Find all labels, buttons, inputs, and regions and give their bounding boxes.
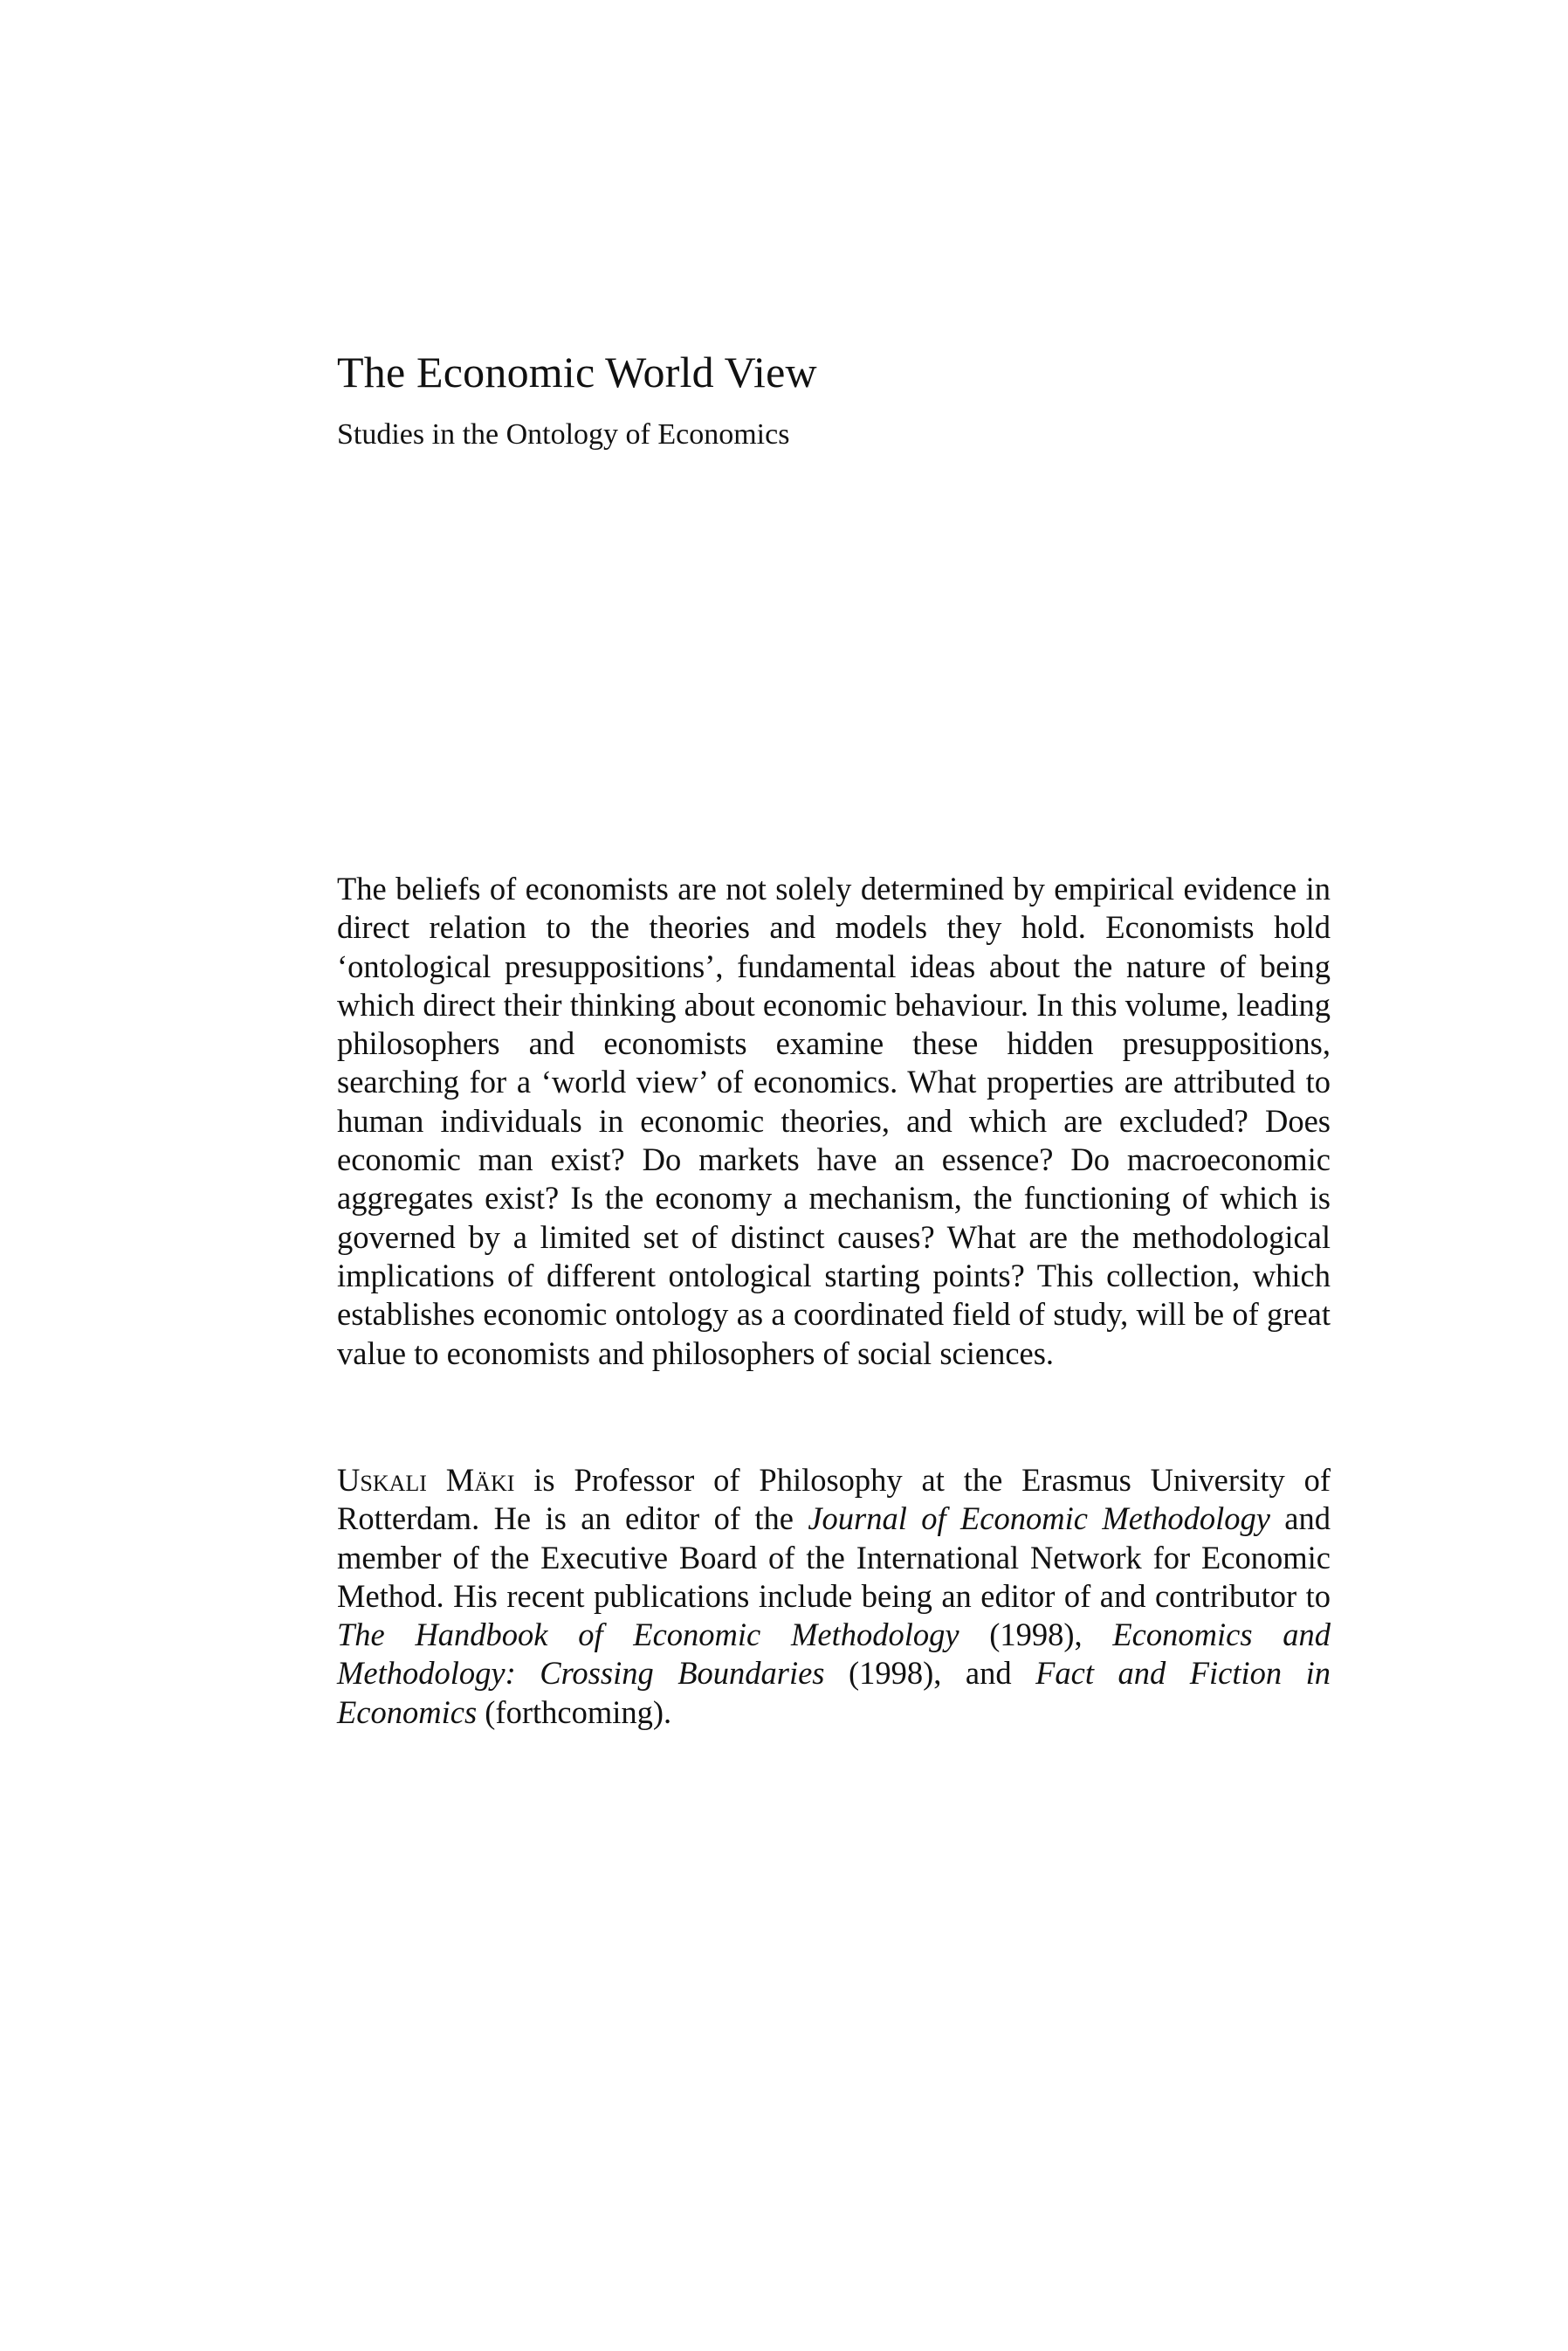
bio-text-3: (1998), (959, 1617, 1113, 1653)
book-title: The Economic World View (337, 348, 817, 396)
bio-text-5: (forthcoming). (477, 1693, 672, 1730)
bio-text-1: is Professor of Philosophy at the Erasmus University of Rotterdam. He is an editor of the (337, 1462, 1331, 1537)
book-subtitle: Studies in the Ontology of Economics (337, 418, 790, 451)
book-description: The beliefs of economists are not solely determined by empirical evidence in direct relation to the theories and models they hold. Economists hold ‘ontological presuppositions’, fundamental ideas about the nature of being which direct their thinking about economic behaviour. In this volume, leading philosophers and economists examine these hidden presuppositions, searching for a ‘world view’ of economics. What properties are attributed to human individuals in economic theories, and which are excluded? Does economic man exist? Do markets have an essence? Do macroeconomic aggregates exist? Is the economy a mechanism, the functioning of which is governed by a limited set of distinct causes? What are the methodological implications of different ontological starting points? This collection, which establishes economic ontology as a coordinated field of study, will be of great value to economists and philosophers of social sciences. (337, 871, 1331, 1371)
publication-title-2: Economics and Methodology: Crossing Boundaries (337, 1617, 1331, 1692)
editor-name: Uskali Mäki (337, 1462, 515, 1498)
editor-biography (337, 1461, 1331, 1732)
bio-text-2: and member of the Executive Board of the International Network for Economic Method. His recent publications include being an editor of and contributor to (337, 1500, 1331, 1614)
publication-title-1: The Handbook of Economic Methodology (337, 1617, 959, 1653)
publication-title-3: Fact and Fiction in Economics (337, 1655, 1331, 1730)
bio-text-4: (1998), and (824, 1655, 1036, 1692)
journal-title: Journal of Economic Methodology (808, 1500, 1270, 1537)
